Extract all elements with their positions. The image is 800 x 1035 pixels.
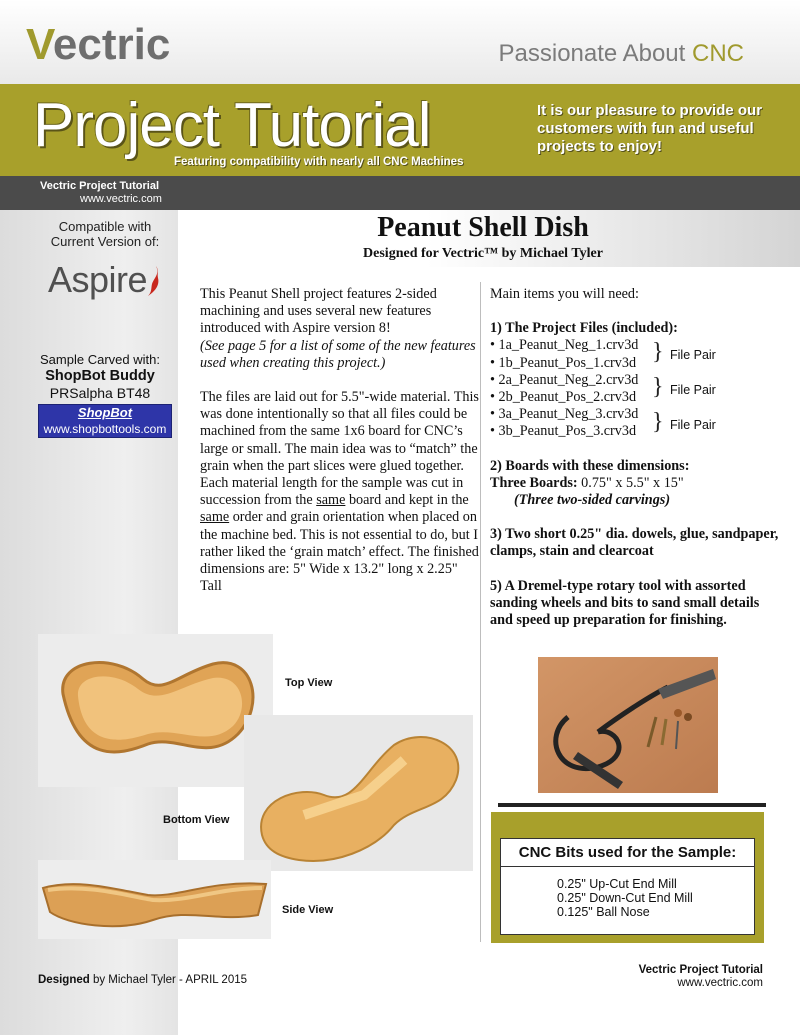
boards-heading: 2) Boards with these dimensions:	[490, 457, 690, 474]
file-pair-label: File Pair	[670, 348, 716, 363]
list-item: • 2b_Peanut_Pos_2.crv3d	[490, 388, 637, 405]
banner-title: Project Tutorial	[33, 91, 431, 160]
machine-model: PRSalpha BT48	[49, 385, 151, 401]
list-item: • 1a_Peanut_Neg_1.crv3d	[490, 337, 639, 354]
project-title: Peanut Shell Dish	[377, 212, 589, 243]
aspire-flame-icon	[142, 264, 162, 298]
brace-icon: }	[652, 409, 664, 436]
shopbot-logo-text: ShopBot	[77, 405, 133, 420]
promo-text: It is our pleasure to provide our customers with fun and useful projects to enjoy!	[537, 102, 763, 155]
list-item: • 2a_Peanut_Neg_2.crv3d	[490, 371, 639, 388]
list-item: 0.125" Ball Nose	[557, 905, 650, 919]
file-pair-label: File Pair	[670, 418, 716, 433]
project-subtitle: Designed for Vectric™ by Michael Tyler	[363, 246, 603, 261]
dremel-photo	[538, 657, 718, 793]
bits-list	[500, 867, 755, 935]
banner-subtitle: Featuring compatibility with nearly all CNC Machines	[174, 156, 464, 168]
carved-with-label: Sample Carved with: ShopBot Buddy	[40, 352, 160, 384]
column-divider	[480, 282, 481, 942]
files-heading: 1) The Project Files (included):	[490, 320, 678, 337]
file-list	[490, 337, 780, 440]
shopbot-url[interactable]: www.shopbottools.com	[43, 422, 167, 436]
footer-credit: Designed by Michael Tyler - APRIL 2015	[38, 974, 248, 986]
file-pair-label: File Pair	[670, 383, 716, 398]
tools-heading: 5) A Dremel-type rotary tool with assorted sanding wheels and bits to sand small details and speed up preparation for finishing.	[490, 577, 760, 628]
list-item: 0.25" Up-Cut End Mill	[557, 877, 677, 891]
top-view-caption: Top View	[285, 677, 333, 689]
items-intro: Main items you will need:	[490, 286, 639, 302]
list-item: • 3b_Peanut_Pos_3.crv3d	[490, 423, 637, 440]
compat-label: Compatible with Current Version of:	[50, 219, 160, 249]
bottom-view-photo	[244, 715, 473, 871]
list-item: • 1b_Peanut_Pos_1.crv3d	[490, 354, 637, 371]
footer-title: Vectric Project Tutorial	[638, 964, 763, 976]
tagline: Passionate About CNC	[498, 40, 744, 67]
top-view-photo	[38, 634, 273, 787]
intro-text: This Peanut Shell project features 2-sided machining and uses several new features introduced with Aspire version 8! (See page 5 for a list of some of the new features used when creating this project.) The files are laid out for 5.5"-wide material. This was done intentionally so that all files could be machined from the same 1x6 board for CNC’s large or small. The main idea was to “match” the grain when the part slices were glued together. Each material length for the sample was cut in succession from the same board and kept in the same order and grain orientation when placed on the machine bed. This is not essential to do, but I rather liked the ‘grain match’ effect. The finished dimensions are: 5" Wide x 13.2" long x 2.25" Tall	[200, 286, 479, 595]
aspire-logo: Aspire	[48, 259, 148, 300]
info-band-title: Vectric Project Tutorial	[40, 180, 160, 192]
list-item: • 3a_Peanut_Neg_3.crv3d	[490, 406, 639, 423]
items-list	[490, 286, 780, 629]
brace-icon: }	[652, 374, 664, 401]
bottom-view-caption: Bottom View	[163, 814, 230, 826]
section-divider	[498, 803, 766, 807]
vectric-logo: Vectric	[26, 20, 171, 69]
boards-line: Three Boards: 0.75" x 5.5" x 15"	[490, 474, 684, 491]
supplies-heading: 3) Two short 0.25" dia. dowels, glue, sandpaper, clamps, stain and clearcoat	[490, 526, 779, 560]
footer-url[interactable]: www.vectric.com	[677, 977, 763, 989]
side-view-photo	[38, 860, 271, 939]
info-band-url[interactable]: www.vectric.com	[80, 193, 162, 205]
side-view-caption: Side View	[282, 904, 334, 916]
boards-note: (Three two-sided carvings)	[514, 491, 671, 508]
list-item: 0.25" Down-Cut End Mill	[557, 891, 693, 905]
bits-heading: CNC Bits used for the Sample:	[500, 838, 755, 867]
brace-icon: }	[652, 339, 664, 366]
